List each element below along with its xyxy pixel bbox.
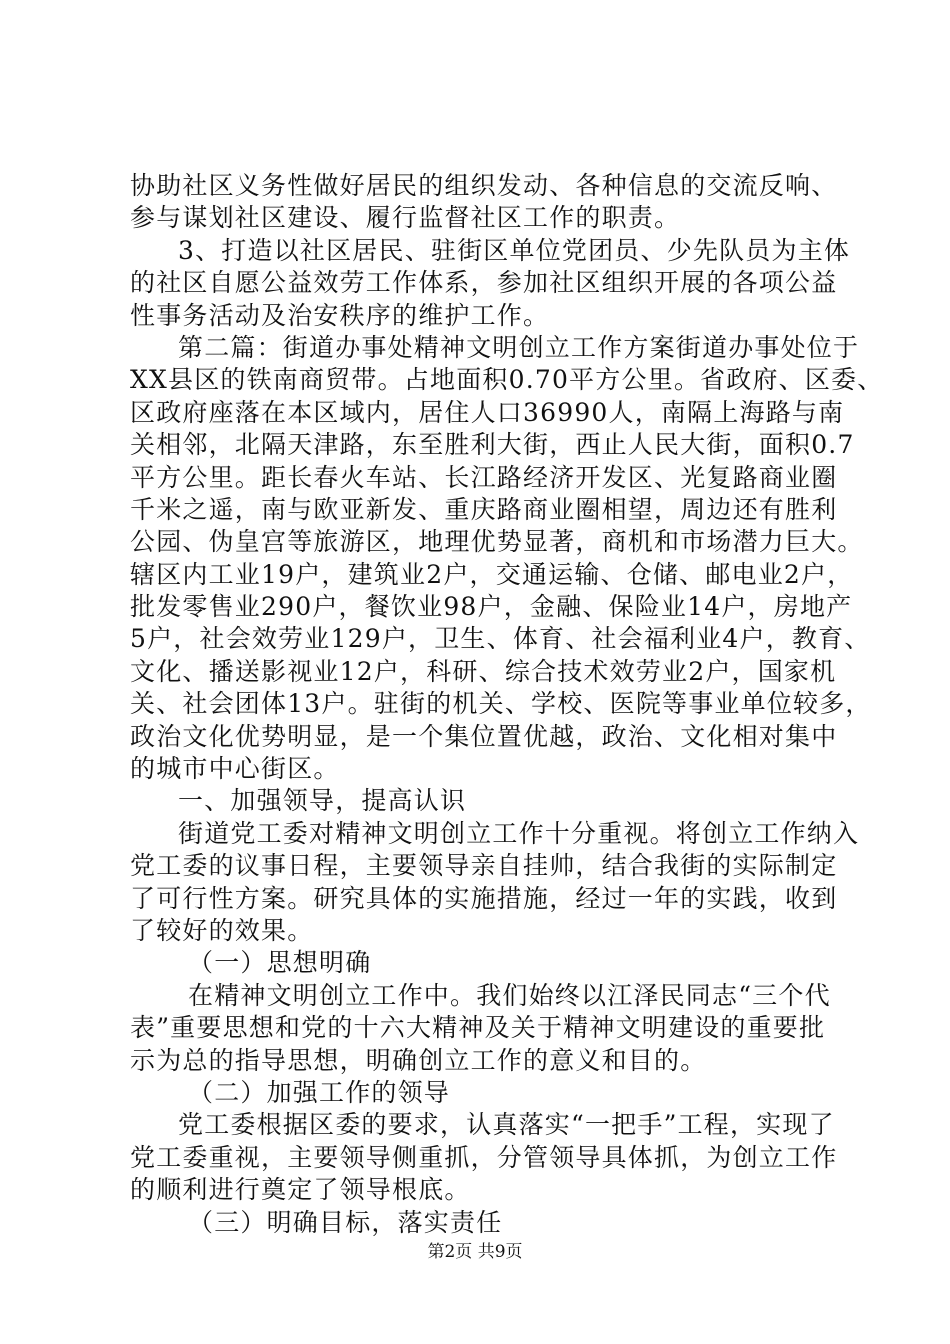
text-line: 的顺利进行奠定了领导根底。 — [130, 1175, 471, 1205]
text-line: 千米之遥，南与欧亚新发、重庆路商业圈相望，周边还有胜利 — [130, 494, 838, 524]
subheading-line: （二）加强工作的领导 — [188, 1077, 451, 1107]
text-line: 在精神文明创立工作中。我们始终以江泽民同志“三个代 — [188, 980, 831, 1010]
section-heading-line: 第二篇：街道办事处精神文明创立工作方案街道办事处位于 — [178, 332, 860, 362]
subheading-line: （一）思想明确 — [188, 948, 372, 978]
text-line: 了较好的效果。 — [130, 915, 314, 945]
text-line: 辖区内工业19户，建筑业2户，交通运输、仓储、邮电业2户， — [130, 559, 854, 589]
subheading-line: （三）明确目标，落实责任 — [188, 1207, 503, 1237]
text-line: 政治文化优势明显，是一个集位置优越，政治、文化相对集中 — [130, 721, 838, 751]
text-line: 性事务活动及治安秩序的维护工作。 — [130, 300, 550, 330]
text-line: 的城市中心街区。 — [130, 754, 340, 784]
text-line: 示为总的指导思想，明确创立工作的意义和目的。 — [130, 1045, 707, 1075]
text-line: 党工委的议事日程，主要领导亲自挂帅，结合我街的实际制定 — [130, 851, 838, 881]
text-line: 了可行性方案。研究具体的实施措施，经过一年的实践，收到 — [130, 883, 838, 913]
text-line: 街道党工委对精神文明创立工作十分重视。将创立工作纳入 — [178, 818, 860, 848]
text-line: 5户，社会效劳业129户，卫生、体育、社会福利业4户，教育、 — [130, 624, 871, 654]
text-line: 关相邻，北隔天津路，东至胜利大街，西止人民大街，面积0.7 — [130, 430, 855, 460]
text-line: 党工委根据区委的要求，认真落实“一把手”工程，实现了 — [178, 1110, 835, 1140]
text-line: 党工委重视，主要领导侧重抓，分管领导具体抓，为创立工作 — [130, 1142, 838, 1172]
text-line: 3、打造以社区居民、驻街区单位党团员、少先队员为主体 — [178, 235, 851, 265]
text-line: 的社区自愿公益效劳工作体系，参加社区组织开展的各项公益 — [130, 268, 838, 298]
text-line: 文化、播送影视业12户，科研、综合技术效劳业2户，国家机 — [130, 656, 837, 686]
text-line: 批发零售业290户，餐饮业98户，金融、保险业14户，房地产 — [130, 592, 853, 622]
subheading-line: 一、加强领导，提高认识 — [178, 786, 467, 816]
text-line: 参与谋划社区建设、履行监督社区工作的职责。 — [130, 203, 681, 233]
text-line: XX县区的铁南商贸带。占地面积0.70平方公里。省政府、区委、 — [130, 365, 884, 395]
text-line: 区政府座落在本区域内，居住人口36990人，南隔上海路与南 — [130, 397, 845, 427]
text-line: 公园、伪皇宫等旅游区，地理优势显著，商机和市场潜力巨大。 — [130, 527, 864, 557]
text-line: 平方公里。距长春火车站、长江路经济开发区、光复路商业圈 — [130, 462, 838, 492]
page-footer: 第2页 共9页 — [427, 1242, 523, 1262]
text-line: 关、社会团体13户。驻街的机关、学校、医院等事业单位较多， — [130, 689, 872, 719]
document-body — [130, 170, 884, 1239]
text-line: 表”重要思想和党的十六大精神及关于精神文明建设的重要批 — [130, 1013, 826, 1043]
text-line: 协助社区义务性做好居民的组织发动、各种信息的交流反响、 — [130, 171, 838, 200]
